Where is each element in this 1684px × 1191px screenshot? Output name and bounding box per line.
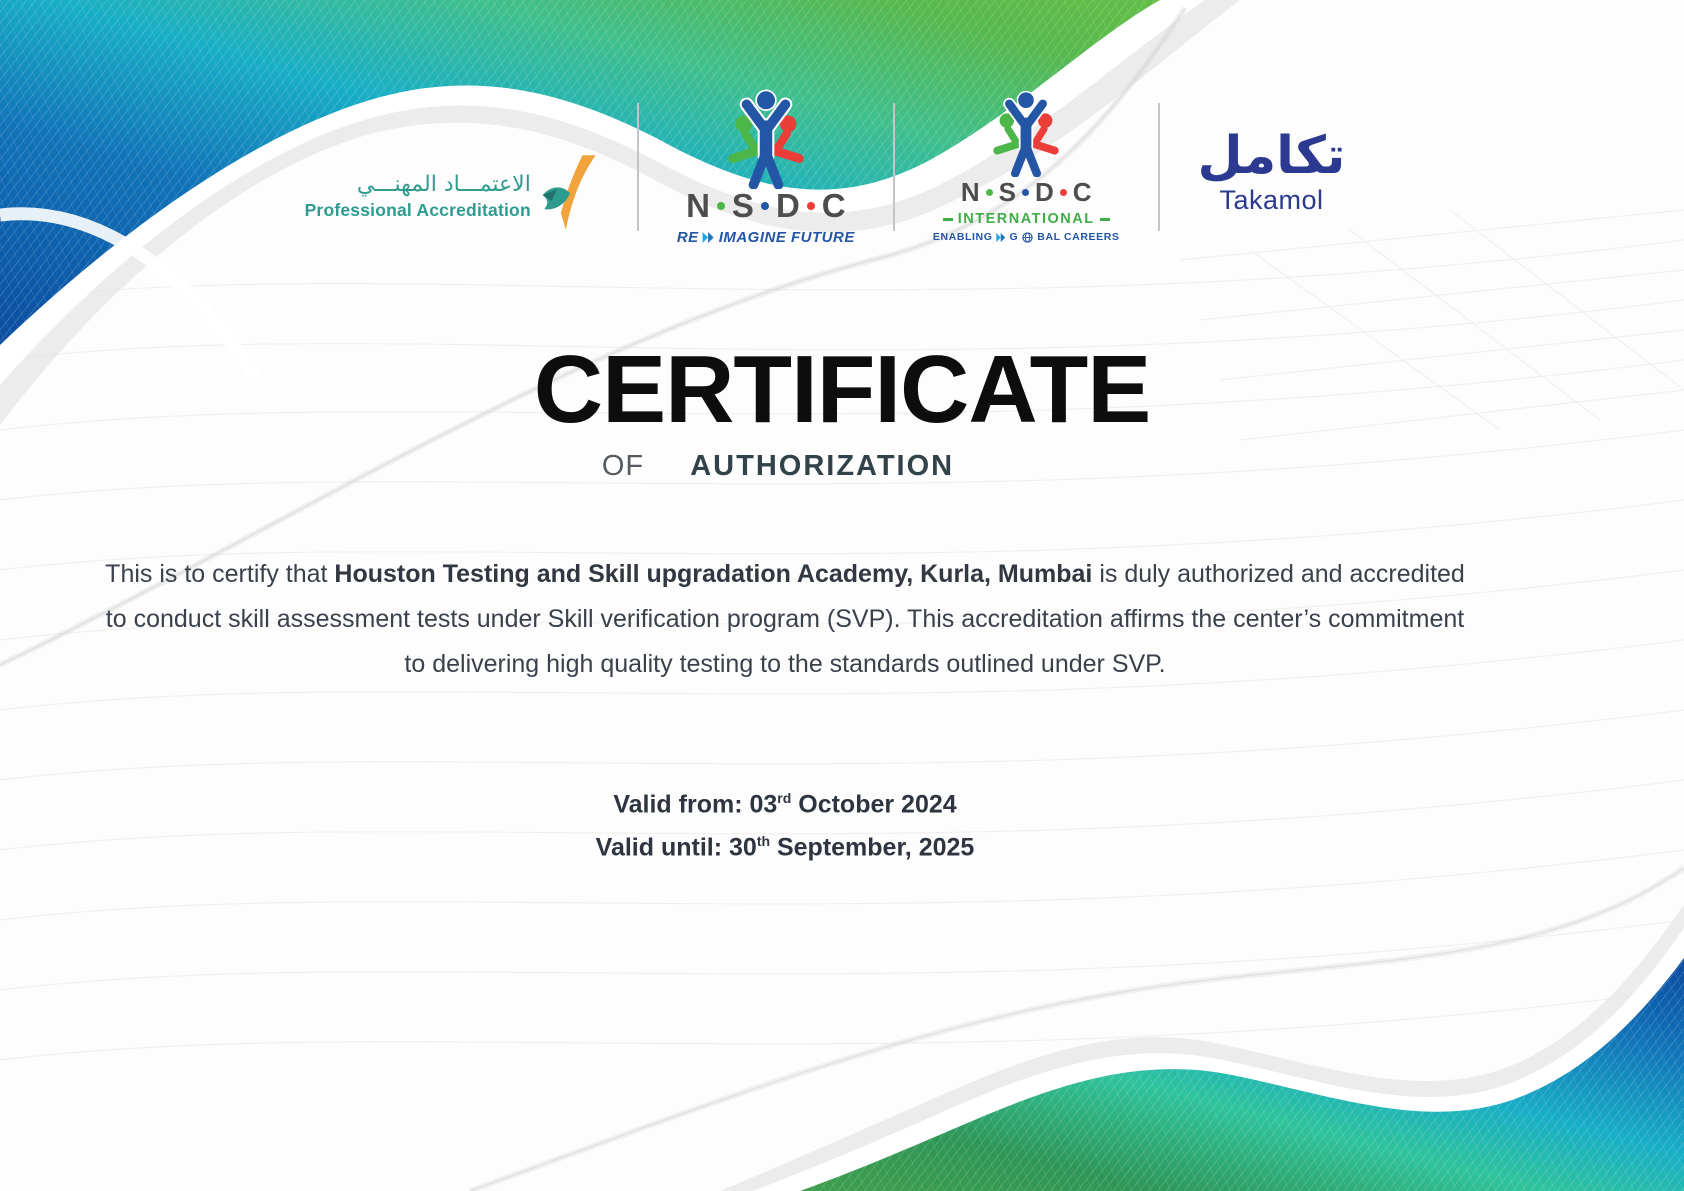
logo-divider (893, 103, 895, 231)
global-label-g: G (1009, 231, 1019, 243)
takamol-label: Takamol (1219, 185, 1324, 215)
valid-from-ordinal: rd (777, 790, 792, 806)
enabling-label: ENABLING (932, 231, 993, 243)
bird-checkmark-icon (541, 151, 599, 235)
nsdc-letter: C (1072, 177, 1092, 207)
double-chevron-icon (996, 233, 1007, 242)
validity-block (0, 780, 1570, 867)
title-subject: AUTHORIZATION (690, 450, 955, 482)
nsdc-people-icon (720, 85, 812, 189)
professional-accreditation-logo (305, 157, 599, 235)
letter-dot-red (1060, 189, 1067, 196)
international-label-row (943, 211, 1110, 227)
nsdc-letter: N (686, 187, 710, 224)
letter-dot-green (717, 202, 725, 210)
nsdc-international-wordmark (961, 177, 1092, 208)
nsdc-international-tagline (933, 231, 1120, 243)
letter-dot-green (986, 189, 993, 196)
letter-dot-red (807, 202, 815, 210)
valid-from-day: 03 (749, 790, 778, 819)
logo-divider (637, 103, 639, 231)
valid-from-label: Valid from: (613, 790, 750, 819)
nsdc-international-logo (933, 87, 1120, 243)
valid-until-day: 30 (729, 833, 757, 862)
title-of: OF (601, 450, 645, 482)
header-logos (0, 85, 1650, 246)
nsdc-letter: S (998, 177, 1016, 207)
letter-dot-blue (1022, 189, 1029, 196)
nsdc-letter: D (775, 187, 800, 224)
body-post: is duly authorized and accredited to conduct skill assessment tests under Skill verification program (SVP). This accreditation affirms the center’s commitment to delivering high quality testing to the standards outlined under SVP. (105, 560, 1465, 678)
logo-divider (1158, 103, 1160, 231)
valid-until-line (0, 823, 1570, 866)
nsdc-letter: D (1034, 177, 1054, 207)
valid-until-ordinal: th (756, 833, 771, 850)
professional-accreditation-arabic-label: الاعتمـــاد المهنـــي (356, 171, 531, 197)
nsdc-tagline (677, 229, 855, 246)
global-label-bal: BAL CAREERS (1037, 231, 1120, 243)
valid-until-rest: September, 2025 (770, 833, 975, 862)
nsdc-tagline-re: RE (676, 229, 699, 246)
letter-dot-blue (761, 202, 769, 210)
certificate-body (105, 552, 1465, 687)
globe-icon (1022, 232, 1033, 243)
nsdc-letter: N (960, 177, 980, 207)
professional-accreditation-text (305, 172, 531, 221)
dash (1100, 218, 1110, 221)
body-pre: This is to certify that (105, 560, 335, 588)
valid-from-rest: October 2024 (791, 790, 957, 819)
nsdc-letter: S (731, 187, 754, 224)
nsdc-wordmark (686, 187, 846, 225)
valid-from-line (0, 780, 1570, 823)
title-block (6, 336, 1678, 483)
takamol-logo (1198, 127, 1346, 216)
nsdc-logo (677, 85, 855, 246)
certificate-subtitle (0, 450, 1614, 483)
nsdc-tagline-rest: IMAGINE FUTURE (718, 229, 855, 246)
nsdc-letter: C (821, 187, 846, 224)
dash (943, 218, 953, 221)
academy-name: Houston Testing and Skill upgradation Academy, Kurla, Mumbai (334, 560, 1093, 588)
nsdc-international-people-icon (986, 87, 1066, 177)
certificate-title: CERTIFICATE (533, 336, 1151, 443)
valid-until-label: Valid until: (595, 833, 729, 862)
double-chevron-icon (702, 232, 716, 243)
takamol-arabic-label: تكامل (1197, 126, 1346, 186)
professional-accreditation-label: Professional Accreditation (304, 199, 531, 220)
international-label: INTERNATIONAL (957, 211, 1095, 227)
